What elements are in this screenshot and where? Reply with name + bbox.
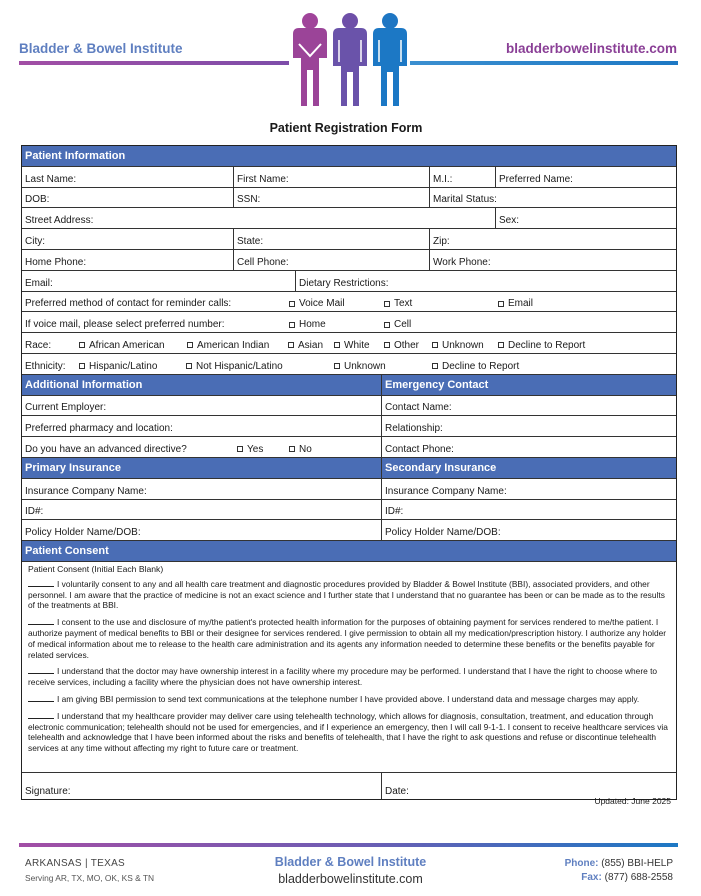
relationship-field[interactable]: Relationship: [385, 423, 443, 435]
ethnicity-unknown-checkbox[interactable]: Unknown [334, 361, 386, 372]
race-label: Race: [25, 339, 52, 351]
section-title: Secondary Insurance [382, 458, 676, 478]
form-row [22, 520, 676, 541]
consent-paragraph: I understand that the doctor may have ownership interest in a facility where my procedure may be performed. I understand that I have the right to choose where to receive services, including a facility where the physician does not have ownership interest. [28, 666, 658, 688]
ethnicity-label: Ethnicity: [25, 360, 66, 372]
section-title: Primary Insurance [22, 458, 382, 478]
dob-field[interactable]: DOB: [22, 188, 234, 208]
form-row [22, 479, 676, 500]
street-address-field[interactable]: Street Address: [22, 208, 496, 228]
race-decline-checkbox[interactable]: Decline to Report [498, 340, 585, 351]
ethnicity-decline-checkbox[interactable]: Decline to Report [432, 361, 519, 372]
header-org-name: Bladder & Bowel Institute [19, 41, 183, 56]
race-unknown-checkbox[interactable]: Unknown [432, 340, 484, 351]
initial-blank[interactable] [28, 667, 54, 674]
text-checkbox[interactable]: Text [384, 298, 412, 309]
footer-divider [19, 843, 678, 847]
dietary-restrictions-field[interactable]: Dietary Restrictions: [299, 277, 389, 289]
form-row [22, 229, 676, 250]
form-row [22, 188, 676, 209]
voicemail-number-label: If voice mail, please select preferred number: [25, 319, 225, 331]
contact-method-label: Preferred method of contact for reminder calls: [25, 298, 232, 310]
city-field[interactable]: City: [22, 229, 234, 249]
registration-form [21, 145, 677, 800]
section-header-additional-emergency [22, 375, 676, 396]
email-field[interactable]: Email: [22, 271, 296, 291]
form-row [22, 167, 676, 188]
form-row [22, 500, 676, 521]
state-field[interactable]: State: [234, 229, 430, 249]
consent-paragraph: I am giving BBI permission to send text communications at the telephone number I have provided above. I understand data and message charges may apply. [28, 694, 670, 705]
section-title: Emergency Contact [382, 375, 676, 395]
primary-policy-holder-field[interactable]: Policy Holder Name/DOB: [22, 520, 382, 540]
footer-website: bladderbowelinstitute.com [278, 872, 423, 886]
directive-yes-checkbox[interactable]: Yes [237, 444, 263, 455]
email-checkbox[interactable]: Email [498, 298, 533, 309]
consent-paragraph: I consent to the use and disclosure of my/the patient's protected health information for the purposes of obtaining payment for services rendered to me/the patient. I authorize payment of medical benefits to BBI or their designee for services rendered. I give permission to obtain all my medication/prescription history. I authorize any holder of medical information about me to release to the health care administration and its agents any information needed to determine these benefits or the benefits payable for related services. [28, 617, 667, 660]
ethnicity-row [22, 354, 676, 375]
race-asian-checkbox[interactable]: Asian [288, 340, 323, 351]
footer-phone: Phone: (855) BBI-HELP [564, 858, 673, 869]
footer-fax: Fax: (877) 688-2558 [581, 872, 673, 883]
form-row [22, 437, 676, 458]
secondary-insurance-company-field[interactable]: Insurance Company Name: [385, 485, 507, 497]
primary-id-field[interactable]: ID#: [22, 500, 382, 520]
section-header-insurance [22, 458, 676, 479]
form-row [22, 416, 676, 437]
first-name-field[interactable]: First Name: [234, 167, 430, 187]
form-row [22, 208, 676, 229]
form-row [22, 250, 676, 271]
initial-blank[interactable] [28, 580, 54, 587]
directive-no-checkbox[interactable]: No [289, 444, 312, 455]
section-title: Patient Consent [22, 541, 676, 561]
secondary-id-field[interactable]: ID#: [385, 506, 404, 518]
primary-insurance-company-field[interactable]: Insurance Company Name: [22, 479, 382, 499]
ethnicity-hispanic-checkbox[interactable]: Hispanic/Latino [79, 361, 157, 372]
race-american-indian-checkbox[interactable]: American Indian [187, 340, 269, 351]
race-white-checkbox[interactable]: White [334, 340, 370, 351]
section-header-patient-info [22, 146, 676, 167]
cell-checkbox[interactable]: Cell [384, 319, 411, 330]
middle-initial-field[interactable]: M.I.: [430, 167, 496, 187]
consent-paragraph: I voluntarily consent to any and all health care treatment and diagnostic procedures provided by Bladder & Bowel Institute (BBI), associated providers, and other personnel. I am aware that the practice of medicine is not an exact science and I further state that I understand that no guarantee has been or can be made as to the results of the treatments at BBI. [28, 578, 665, 611]
date-field[interactable]: Date: [385, 785, 409, 797]
ethnicity-not-hispanic-checkbox[interactable]: Not Hispanic/Latino [186, 361, 283, 372]
preferred-pharmacy-field[interactable]: Preferred pharmacy and location: [22, 416, 382, 436]
sex-field[interactable]: Sex: [499, 215, 520, 227]
marital-status-field[interactable]: Marital Status: [433, 194, 497, 206]
initial-blank[interactable] [28, 618, 54, 625]
footer-states: ARKANSAS | TEXAS [25, 858, 126, 869]
footer-org-name: Bladder & Bowel Institute [274, 855, 427, 869]
initial-blank[interactable] [28, 695, 54, 702]
race-african-american-checkbox[interactable]: African American [79, 340, 165, 351]
current-employer-field[interactable]: Current Employer: [22, 396, 382, 416]
footer-serving-area: Serving AR, TX, MO, OK, KS & TN [25, 873, 155, 883]
form-row [22, 271, 676, 292]
signature-row [22, 773, 676, 799]
preferred-name-field[interactable]: Preferred Name: [499, 173, 573, 185]
initial-blank[interactable] [28, 712, 54, 719]
contact-method-row [22, 292, 676, 313]
ssn-field[interactable]: SSN: [234, 188, 430, 208]
section-title: Additional Information [22, 375, 382, 395]
contact-phone-field[interactable]: Contact Phone: [385, 443, 454, 455]
section-header-consent [22, 541, 676, 562]
cell-phone-field[interactable]: Cell Phone: [234, 250, 430, 270]
consent-subheading: Patient Consent (Initial Each Blank) [28, 563, 164, 574]
advance-directive-field [22, 437, 382, 457]
form-row [22, 396, 676, 417]
home-phone-field[interactable]: Home Phone: [22, 250, 234, 270]
signature-field[interactable]: Signature: [22, 773, 382, 799]
work-phone-field[interactable]: Work Phone: [433, 256, 491, 268]
voice-mail-checkbox[interactable]: Voice Mail [289, 298, 345, 309]
section-title: Patient Information [22, 146, 676, 166]
people-logo-icon [289, 10, 411, 110]
updated-date: Updated: June 2025 [594, 796, 671, 806]
header-website: bladderbowelinstitute.com [505, 41, 677, 56]
race-other-checkbox[interactable]: Other [384, 340, 419, 351]
zip-field[interactable]: Zip: [433, 235, 450, 247]
header-divider-right [410, 61, 678, 65]
contact-name-field[interactable]: Contact Name: [385, 402, 452, 414]
consent-paragraph: I understand that my healthcare provider may deliver care using telehealth technology, which allows for diagnosis, consultation, treatment, and education through electronic communication; telehealth should not be used for emergencies, and if I experience an emergency, then I will call 9-1-1. I consent to receive healthcare services via telehealth and acknowledge that I have been informed about the risks and benefits of telehealth, that I have the right to ask questions and refuse or discontinue telehealth services at any time without affecting my right to future care or treatment. [28, 710, 668, 754]
secondary-policy-holder-field[interactable]: Policy Holder Name/DOB: [385, 527, 501, 539]
last-name-field[interactable]: Last Name: [22, 167, 234, 187]
advance-directive-label: Do you have an advanced directive? [25, 443, 187, 455]
home-checkbox[interactable]: Home [289, 319, 326, 330]
consent-text-block [22, 562, 676, 773]
form-title: Patient Registration Form [269, 121, 423, 135]
voicemail-number-row [22, 312, 676, 333]
header-divider-left [19, 61, 289, 65]
race-row [22, 333, 676, 354]
